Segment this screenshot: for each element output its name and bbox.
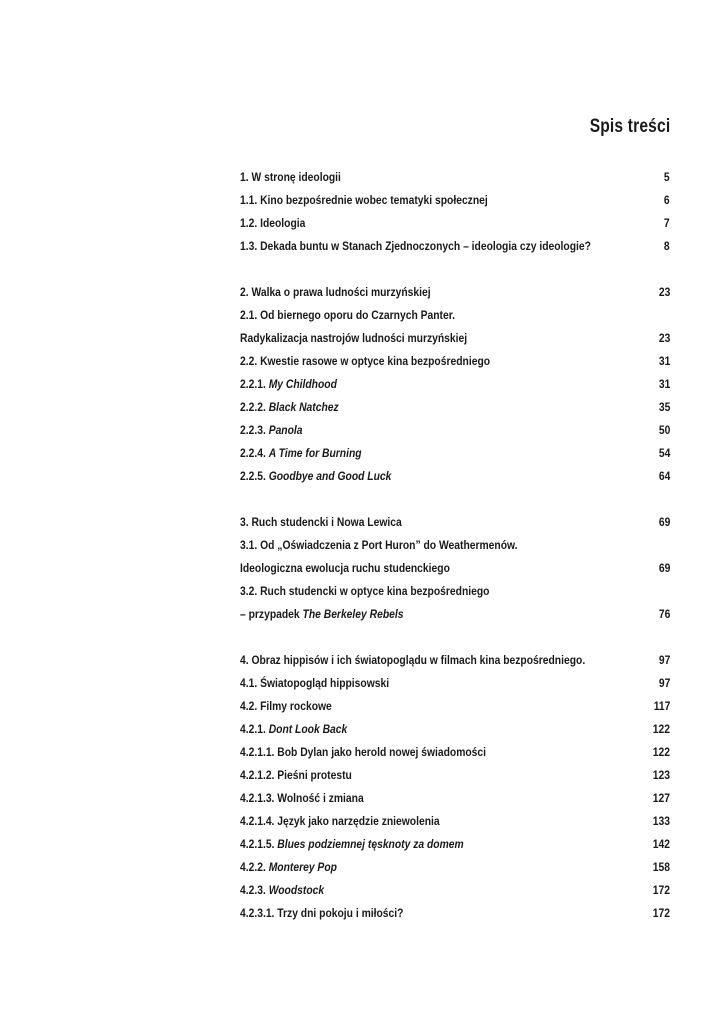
toc-entry: [240, 166, 670, 189]
toc-entry: [240, 672, 670, 695]
toc-entry-text: 3. Ruch studencki i Nowa Lewica: [240, 515, 402, 529]
toc-entry: [240, 534, 670, 557]
toc-entry-title: [240, 764, 352, 787]
toc-entry: [240, 580, 670, 603]
toc-entry: [240, 419, 670, 442]
toc-page-number: 23: [658, 285, 670, 299]
toc-entry: [240, 442, 670, 465]
toc-page-number: 64: [658, 469, 670, 483]
toc-entry: [240, 856, 670, 879]
toc-entry-text: 2. Walka o prawa ludności murzyńskiej: [240, 285, 431, 299]
toc-entry-text: 4.2.1.2. Pieśni protestu: [240, 768, 352, 782]
toc-entry-title: [240, 212, 305, 235]
toc-page-number: 69: [658, 515, 670, 529]
toc-entry-text: 2.2. Kwestie rasowe w optyce kina bezpośredniego: [240, 354, 491, 368]
toc-entry-film-title: Monterey Pop: [268, 860, 337, 874]
toc-entry-text: 1.1. Kino bezpośrednie wobec tematyki społecznej: [240, 193, 488, 207]
toc-entry-film-title: Goodbye and Good Luck: [268, 469, 392, 483]
toc-page-number: 76: [658, 607, 670, 621]
toc-entry-text: 2.2.5.: [240, 469, 269, 483]
toc-entry-text: Radykalizacja nastrojów ludności murzyńskiej: [240, 331, 468, 345]
toc-entry-text: 2.2.2.: [240, 400, 269, 414]
toc-page-number: 122: [652, 745, 670, 759]
toc-entry-title: [240, 580, 489, 603]
toc-page-number: 158: [652, 860, 670, 874]
toc-entry-title: [240, 465, 391, 488]
toc-page-number: 122: [652, 722, 670, 736]
toc-entry-text: 4.2.1.4. Język jako narzędzie zniewolenia: [240, 814, 440, 828]
section-spacer: [240, 488, 670, 511]
toc-entry: [240, 902, 670, 925]
toc-entry-title: [240, 235, 591, 258]
toc-entry-text: 4.2.1.5.: [240, 837, 278, 851]
toc-entry-title: [240, 649, 585, 672]
toc-entry-text: 4.2.3.: [240, 883, 269, 897]
toc-page-number: 172: [652, 883, 670, 897]
toc-entry-title: [240, 396, 339, 419]
toc-page-number: 31: [658, 354, 670, 368]
toc-entry-text: 3.2. Ruch studencki w optyce kina bezpośredniego: [240, 584, 490, 598]
toc-entry-title: [240, 810, 440, 833]
toc-entry-title: [240, 189, 488, 212]
toc-entry-film-title: Blues podziemnej tęsknoty za domem: [277, 837, 464, 851]
toc-entry: [240, 557, 670, 580]
toc-entry-film-title: A Time for Burning: [268, 446, 362, 460]
toc-entry: [240, 465, 670, 488]
toc-entry: [240, 396, 670, 419]
toc-entry-title: [240, 787, 364, 810]
toc-entry-title: [240, 879, 324, 902]
toc-page-number: 127: [652, 791, 670, 805]
toc-page-number: 133: [652, 814, 670, 828]
section-spacer: [240, 626, 670, 649]
toc-entry-title: [240, 281, 431, 304]
toc-entry-title: [240, 350, 490, 373]
toc-page-number: 54: [658, 446, 670, 460]
toc-entry-text: – przypadek: [240, 607, 303, 621]
toc-page-number: 97: [658, 676, 670, 690]
toc-entry: [240, 350, 670, 373]
toc-entry-title: [240, 442, 362, 465]
toc-page-number: 123: [652, 768, 670, 782]
toc-entry: [240, 879, 670, 902]
toc-entry: [240, 695, 670, 718]
toc-entry-text: 3.1. Od „Oświadczenia z Port Huron” do Weathermenów.: [240, 538, 518, 552]
toc-entry-text: 1.3. Dekada buntu w Stanach Zjednoczonych – ideologia czy ideologie?: [240, 239, 591, 253]
toc-entry-title: [240, 373, 337, 396]
toc-entry-text: 2.1. Od biernego oporu do Czarnych Panter.: [240, 308, 456, 322]
toc-entry-title: [240, 327, 467, 350]
toc-entry-text: 2.2.4.: [240, 446, 269, 460]
toc-entry-text: 2.2.3.: [240, 423, 269, 437]
toc-entry: [240, 718, 670, 741]
toc-entry: [240, 327, 670, 350]
toc-entry: [240, 833, 670, 856]
toc-entry-title: [240, 695, 332, 718]
toc-page-number: 31: [658, 377, 670, 391]
toc-entry-text: 4.1. Światopogląd hippisowski: [240, 676, 390, 690]
toc-entry-text: 4.2. Filmy rockowe: [240, 699, 332, 713]
toc-entry-film-title: My Childhood: [268, 377, 337, 391]
toc-entry-text: 1.2. Ideologia: [240, 216, 306, 230]
toc-entry-text: 2.2.1.: [240, 377, 269, 391]
toc-entry-text: 4.2.1.1. Bob Dylan jako herold nowej świadomości: [240, 745, 487, 759]
toc-page-number: 69: [658, 561, 670, 575]
toc-entry-text: Ideologiczna ewolucja ruchu studenckiego: [240, 561, 450, 575]
toc-entry: [240, 649, 670, 672]
toc-entry: [240, 304, 670, 327]
toc-entry-title: [240, 419, 303, 442]
toc-page-number: 7: [664, 216, 670, 230]
toc-entry-title: [240, 741, 486, 764]
toc-page-number: 5: [664, 170, 670, 184]
toc-entry-title: [240, 511, 402, 534]
toc-entry: [240, 281, 670, 304]
toc-entry-title: [240, 166, 341, 189]
toc-entry-title: [240, 534, 518, 557]
toc-page-number: 117: [653, 699, 670, 713]
toc-entry-title: [240, 856, 337, 879]
toc-entry-text: 1. W stronę ideologii: [240, 170, 341, 184]
toc-page-number: 35: [658, 400, 670, 414]
toc-entry: [240, 511, 670, 534]
toc-entry-film-title: The Berkeley Rebels: [302, 607, 404, 621]
toc-entry: [240, 764, 670, 787]
toc-entry-film-title: Woodstock: [268, 883, 325, 897]
toc-page-number: 142: [652, 837, 670, 851]
toc-page-number: 8: [664, 239, 670, 253]
toc-page-number: 50: [658, 423, 670, 437]
toc-entry-text: 4.2.3.1. Trzy dni pokoju i miłości?: [240, 906, 404, 920]
toc-entry-title: [240, 902, 403, 925]
toc-entry-film-title: Black Natchez: [268, 400, 339, 414]
toc-page-number: 23: [658, 331, 670, 345]
toc-entry: [240, 189, 670, 212]
toc-entry: [240, 603, 670, 626]
toc-page-number: 172: [652, 906, 670, 920]
toc-entry: [240, 235, 670, 258]
toc-entry-text: 4.2.2.: [240, 860, 269, 874]
toc-entry: [240, 212, 670, 235]
table-of-contents: [240, 166, 670, 925]
toc-entry-title: [240, 557, 450, 580]
toc-entry-text: 4. Obraz hippisów i ich światopoglądu w filmach kina bezpośredniego.: [240, 653, 586, 667]
toc-entry-title: [240, 672, 389, 695]
toc-entry-film-title: Dont Look Back: [268, 722, 348, 736]
toc-entry-title: [240, 304, 455, 327]
toc-entry-text: 4.2.1.3. Wolność i zmiana: [240, 791, 364, 805]
toc-entry: [240, 787, 670, 810]
toc-entry: [240, 373, 670, 396]
toc-entry: [240, 810, 670, 833]
toc-page-number: 97: [658, 653, 670, 667]
toc-page-number: 6: [664, 193, 670, 207]
page-title: Spis treści: [589, 116, 670, 137]
toc-entry-text: 4.2.1.: [240, 722, 269, 736]
toc-entry-film-title: Panola: [268, 423, 303, 437]
toc-entry-title: [240, 833, 464, 856]
toc-entry: [240, 741, 670, 764]
toc-entry-title: [240, 603, 403, 626]
toc-entry-title: [240, 718, 347, 741]
section-spacer: [240, 258, 670, 281]
